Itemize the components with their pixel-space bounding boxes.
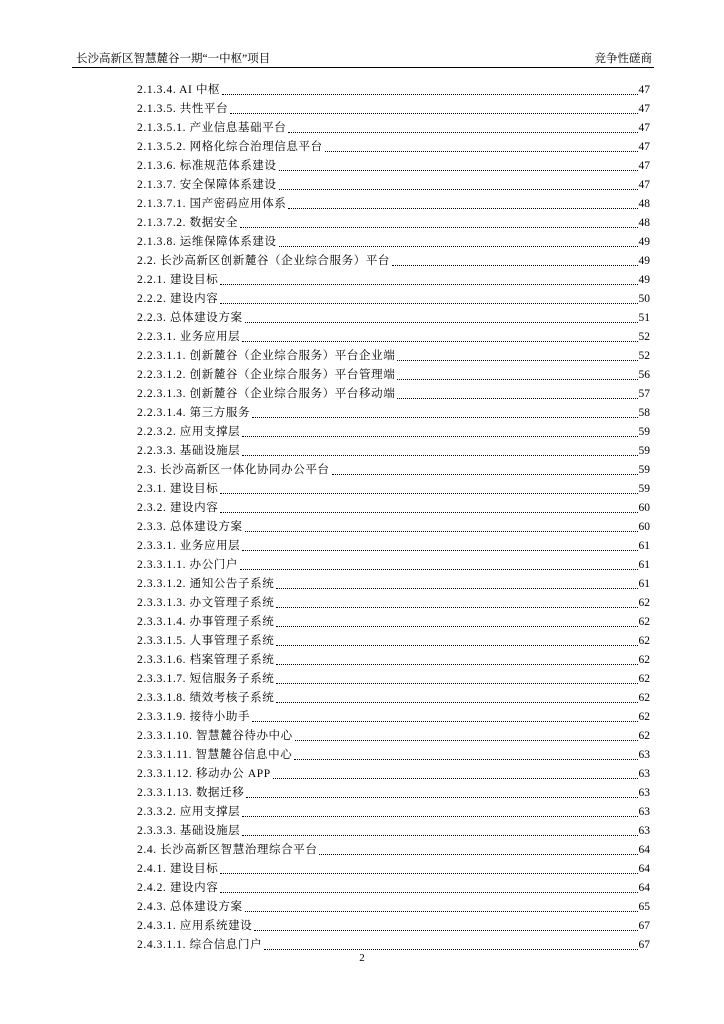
toc-entry[interactable] [137,214,650,233]
toc-dot-leader [279,246,638,247]
toc-entry-page: 62 [638,654,650,666]
toc-entry-page: 59 [638,483,650,495]
toc-entry-label: 2.3.1. 建设目标 [137,483,219,495]
toc-dot-leader [273,778,638,779]
toc-dot-leader [288,132,637,133]
toc-entry-label: 2.3.3.1.12. 移动办公 APP [137,768,271,780]
toc-dot-leader [242,455,637,456]
toc-entry-label: 2.2. 长沙高新区创新麓谷（企业综合服务）平台 [137,255,391,267]
toc-entry-label: 2.3.3.1.8. 绩效考核子系统 [137,692,275,704]
toc-entry-page: 62 [638,692,650,704]
toc-dot-leader [279,189,638,190]
toc-entry-label: 2.1.3.5.2. 网格化综合治理信息平台 [137,141,323,153]
toc-entry[interactable] [137,309,650,328]
toc-dot-leader [276,683,637,684]
toc-dot-leader [252,417,637,418]
toc-entry-page: 63 [638,768,650,780]
toc-entry[interactable] [137,575,650,594]
toc-entry[interactable] [137,670,650,689]
toc-entry[interactable] [137,290,650,309]
toc-entry[interactable] [137,461,650,480]
toc-dot-leader [397,379,637,380]
toc-entry-page: 47 [638,141,650,153]
toc-entry-label: 2.1.3.7.1. 国产密码应用体系 [137,198,287,210]
toc-entry-label: 2.4.1. 建设目标 [137,863,219,875]
toc-entry-label: 2.4.3.1. 应用系统建设 [137,920,253,932]
toc-entry-label: 2.2.2. 建设内容 [137,293,219,305]
toc-entry-page: 62 [638,730,650,742]
toc-dot-leader [240,569,638,570]
toc-entry-page: 64 [638,863,650,875]
toc-dot-leader [222,94,637,95]
toc-entry-page: 60 [638,521,650,533]
toc-entry[interactable] [137,442,650,461]
toc-dot-leader [245,911,638,912]
toc-dot-leader [220,873,637,874]
toc-entry-page: 64 [638,844,650,856]
toc-entry-page: 47 [638,122,650,134]
toc-dot-leader [264,949,637,950]
toc-entry-page: 47 [638,179,650,191]
toc-entry[interactable] [137,119,650,138]
toc-entry[interactable] [137,898,650,917]
toc-entry-page: 48 [638,198,650,210]
header-project-title: 长沙高新区智慧麓谷一期“一中枢”项目 [76,53,271,65]
toc-entry-page: 63 [638,787,650,799]
toc-entry-label: 2.3.3.1.1. 办公门户 [137,559,238,571]
toc-entry[interactable] [137,746,650,765]
toc-dot-leader [288,208,637,209]
toc-entry-label: 2.2.3.1.1. 创新麓谷（企业综合服务）平台企业端 [137,350,396,362]
toc-entry-label: 2.3.3.1.10. 智慧麓谷待办中心 [137,730,293,742]
toc-entry[interactable] [137,632,650,651]
toc-entry[interactable] [137,271,650,290]
toc-entry-label: 2.1.3.7.2. 数据安全 [137,217,238,229]
toc-dot-leader [242,550,637,551]
toc-entry[interactable] [137,252,650,271]
toc-dot-leader [294,759,637,760]
toc-entry-label: 2.2.3.2. 应用支撑层 [137,426,241,438]
toc-entry[interactable] [137,176,650,195]
toc-entry-page: 61 [638,578,650,590]
toc-dot-leader [276,626,637,627]
toc-dot-leader [242,341,637,342]
toc-entry-label: 2.3.3.3. 基础设施层 [137,825,241,837]
toc-entry-page: 59 [638,445,650,457]
toc-entry-label: 2.3.3.1. 业务应用层 [137,540,241,552]
toc-entry[interactable] [137,803,650,822]
toc-entry-label: 2.4. 长沙高新区智慧治理综合平台 [137,844,318,856]
toc-dot-leader [276,645,637,646]
toc-entry[interactable] [137,879,650,898]
toc-entry-page: 60 [638,502,650,514]
toc-entry-page: 49 [638,274,650,286]
toc-entry[interactable] [137,233,650,252]
toc-entry[interactable] [137,708,650,727]
toc-entry-label: 2.4.3.1.1. 综合信息门户 [137,939,263,951]
toc-entry-page: 50 [638,293,650,305]
toc-dot-leader [392,265,637,266]
toc-entry[interactable] [137,404,650,423]
toc-entry-page: 62 [638,616,650,628]
toc-entry[interactable] [137,556,650,575]
toc-entry[interactable] [137,499,650,518]
toc-dot-leader [220,284,637,285]
toc-dot-leader [245,531,638,532]
toc-entry-page: 61 [638,559,650,571]
toc-entry[interactable] [137,328,650,347]
toc-entry-label: 2.3. 长沙高新区一体化协同办公平台 [137,464,330,476]
toc-entry-page: 62 [638,673,650,685]
toc-entry[interactable] [137,366,650,385]
toc-dot-leader [295,740,638,741]
toc-entry-page: 63 [638,749,650,761]
toc-entry-label: 2.4.3. 总体建设方案 [137,901,243,913]
toc-entry[interactable] [137,651,650,670]
toc-entry-label: 2.3.3.2. 应用支撑层 [137,806,241,818]
toc-entry-page: 59 [638,464,650,476]
toc-entry[interactable] [137,917,650,936]
toc-entry[interactable] [137,518,650,537]
toc-entry[interactable] [137,81,650,100]
toc-entry-page: 63 [638,806,650,818]
toc-entry-label: 2.4.2. 建设内容 [137,882,219,894]
toc-entry-page: 67 [638,939,650,951]
toc-dot-leader [276,664,637,665]
toc-entry[interactable] [137,423,650,442]
header-divider [72,67,654,68]
toc-entry-label: 2.2.3.1.4. 第三方服务 [137,407,251,419]
toc-entry-page: 47 [638,103,650,115]
toc-entry-label: 2.2.3. 总体建设方案 [137,312,243,324]
toc-entry-page: 52 [638,350,650,362]
toc-dot-leader [276,702,637,703]
toc-dot-leader [220,493,637,494]
toc-entry-label: 2.3.3.1.3. 办文管理子系统 [137,597,275,609]
toc-entry[interactable] [137,784,650,803]
toc-entry-label: 2.1.3.5. 共性平台 [137,103,229,115]
toc-entry-label: 2.2.3.3. 基础设施层 [137,445,241,457]
toc-entry-page: 52 [638,331,650,343]
toc-dot-leader [279,170,638,171]
toc-entry-label: 2.3.3.1.9. 接待小助手 [137,711,251,723]
toc-entry[interactable] [137,841,650,860]
toc-entry-label: 2.3.3.1.4. 办事管理子系统 [137,616,275,628]
toc-entry[interactable] [137,480,650,499]
toc-entry-label: 2.1.3.5.1. 产业信息基础平台 [137,122,287,134]
toc-dot-leader [319,854,637,855]
toc-entry-page: 57 [638,388,650,400]
toc-entry-label: 2.2.3.1.3. 创新麓谷（企业综合服务）平台移动端 [137,388,396,400]
toc-entry[interactable] [137,727,650,746]
toc-entry-page: 65 [638,901,650,913]
toc-entry[interactable] [137,138,650,157]
toc-entry-label: 2.1.3.7. 安全保障体系建设 [137,179,277,191]
table-of-contents [137,81,650,955]
toc-entry[interactable] [137,613,650,632]
toc-entry[interactable] [137,860,650,879]
toc-dot-leader [246,797,637,798]
toc-entry[interactable] [137,347,650,366]
page-header [72,50,652,66]
toc-entry-label: 2.1.3.8. 运维保障体系建设 [137,236,277,248]
page-number: 2 [359,952,365,964]
toc-dot-leader [276,607,637,608]
toc-dot-leader [397,398,637,399]
toc-entry-label: 2.1.3.4. AI 中枢 [137,84,221,96]
toc-entry-label: 2.2.3.1. 业务应用层 [137,331,241,343]
toc-entry[interactable] [137,822,650,841]
toc-entry-page: 47 [638,84,650,96]
toc-entry-label: 2.3.3.1.11. 智慧麓谷信息中心 [137,749,293,761]
toc-dot-leader [220,303,637,304]
toc-dot-leader [332,474,638,475]
toc-entry-page: 67 [638,920,650,932]
header-doc-type: 竞争性磋商 [594,53,652,65]
toc-dot-leader [397,360,637,361]
toc-entry-page: 62 [638,597,650,609]
toc-entry-page: 61 [638,540,650,552]
toc-dot-leader [276,588,637,589]
toc-entry-page: 58 [638,407,650,419]
toc-entry[interactable] [137,100,650,119]
toc-dot-leader [325,151,638,152]
toc-entry[interactable] [137,385,650,404]
toc-entry[interactable] [137,195,650,214]
toc-dot-leader [245,322,638,323]
toc-dot-leader [242,816,637,817]
toc-entry-page: 48 [638,217,650,229]
toc-entry-page: 62 [638,635,650,647]
toc-dot-leader [242,436,637,437]
toc-dot-leader [230,113,637,114]
toc-entry-page: 59 [638,426,650,438]
toc-entry-label: 2.3.3.1.13. 数据迁移 [137,787,245,799]
toc-entry[interactable] [137,765,650,784]
toc-entry[interactable] [137,689,650,708]
toc-entry-page: 64 [638,882,650,894]
toc-entry-label: 2.3.3.1.2. 通知公告子系统 [137,578,275,590]
toc-dot-leader [252,721,637,722]
toc-entry-page: 51 [638,312,650,324]
toc-entry-label: 2.2.1. 建设目标 [137,274,219,286]
toc-entry-page: 49 [638,236,650,248]
toc-entry[interactable] [137,594,650,613]
toc-entry-label: 2.1.3.6. 标准规范体系建设 [137,160,277,172]
toc-dot-leader [220,892,637,893]
toc-entry-page: 63 [638,825,650,837]
toc-entry-page: 49 [638,255,650,267]
toc-entry-page: 47 [638,160,650,172]
toc-entry-label: 2.2.3.1.2. 创新麓谷（企业综合服务）平台管理端 [137,369,396,381]
toc-entry-label: 2.3.3. 总体建设方案 [137,521,243,533]
toc-dot-leader [254,930,637,931]
toc-entry-label: 2.3.3.1.6. 档案管理子系统 [137,654,275,666]
toc-dot-leader [242,835,637,836]
toc-entry-page: 56 [638,369,650,381]
toc-entry-label: 2.3.3.1.7. 短信服务子系统 [137,673,275,685]
toc-entry-label: 2.3.2. 建设内容 [137,502,219,514]
toc-entry[interactable] [137,157,650,176]
toc-entry[interactable] [137,537,650,556]
toc-dot-leader [220,512,637,513]
toc-dot-leader [240,227,638,228]
toc-entry-label: 2.3.3.1.5. 人事管理子系统 [137,635,275,647]
toc-entry-page: 62 [638,711,650,723]
